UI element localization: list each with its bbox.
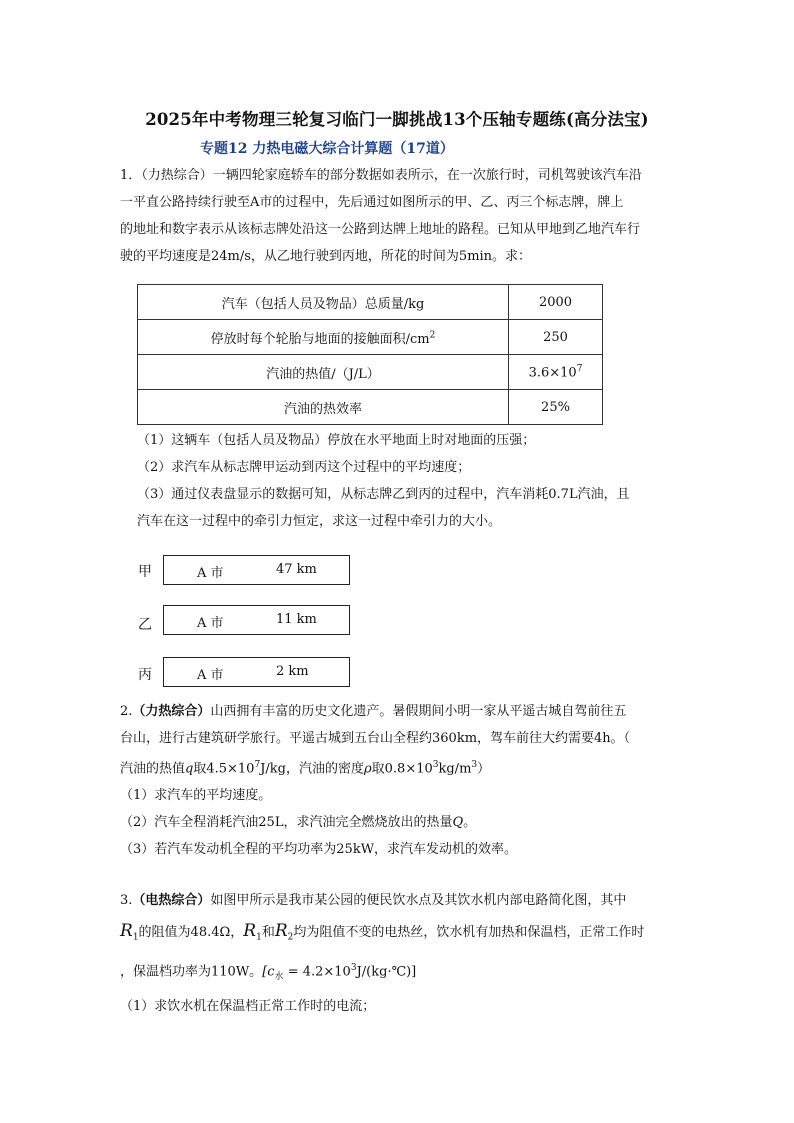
text: 和 xyxy=(261,925,275,940)
subquestion-3-cont: 汽车在这一过程中的牵引力恒定，求这一过程中牵引力的大小。 xyxy=(137,514,502,529)
sign-city: A 市 xyxy=(197,566,224,581)
question-2-line: 台山，进行古建筑研学旅行。平遥古城到五台山全程约360km，驾车前往大约需要4h。（ xyxy=(120,731,631,746)
table-cell-label: 汽车（包括人员及物品）总质量/kg xyxy=(138,285,509,320)
text: （2）汽车全程消耗汽油25L，求汽油完全燃烧放出的热量 xyxy=(120,815,453,831)
text: 。 xyxy=(463,815,477,831)
question-3 xyxy=(120,886,680,1022)
table-label-text: 停放时每个轮胎与地面的接触面积/cm xyxy=(210,331,430,347)
superscript: 3 xyxy=(432,760,439,770)
subscript: 水 xyxy=(274,971,284,982)
table-row xyxy=(138,355,603,390)
question-1-line: 的地址和数字表示从该标志牌处沿这一公路到达牌上地址的路程。已知从甲地到乙地汽车行 xyxy=(120,222,641,237)
question-number: 2. xyxy=(120,704,133,719)
table-row xyxy=(138,320,603,355)
superscript: 7 xyxy=(254,760,261,770)
symbol-R: R xyxy=(274,921,288,941)
subscript: 1 xyxy=(256,932,262,943)
road-sign-bing xyxy=(163,657,350,687)
text: kg/m xyxy=(438,761,472,777)
sign-distance: 2 km xyxy=(276,664,309,679)
text: 取4.5×10 xyxy=(193,761,255,777)
subquestion-2: （2）求汽车从标志牌甲运动到丙这个过程中的平均速度； xyxy=(137,460,471,475)
road-sign-jia xyxy=(163,555,350,585)
question-1-line: 1．（力热综合）一辆四轮家庭轿车的部分数据如表所示，在一次旅行时，司机驾驶该汽车沿 xyxy=(120,168,642,183)
table-value-text: 3.6×10 xyxy=(528,365,577,381)
superscript: 3 xyxy=(471,760,478,770)
symbol-R: R xyxy=(243,921,257,941)
table-cell-value: 25% xyxy=(509,390,603,425)
sign-label-jia: 甲 xyxy=(138,564,152,580)
sign-city: A 市 xyxy=(197,616,224,631)
table-cell-value: 2000 xyxy=(509,285,603,320)
table-row xyxy=(138,285,603,320)
text: J/kg，汽油的密度 xyxy=(260,761,364,777)
subquestion-1: （1）这辆车（包括人员及物品）停放在水平地面上时对地面的压强； xyxy=(137,433,536,448)
superscript: 2 xyxy=(429,330,436,341)
table-cell-label: 汽油的热值/（J/L） xyxy=(138,355,509,390)
superscript: 3 xyxy=(350,962,357,973)
question-2-sub1: （1）求汽车的平均速度。 xyxy=(120,788,272,804)
table-cell-value: 250 xyxy=(509,320,603,355)
text: 汽油的热值 xyxy=(120,761,186,777)
question-3-sub1: （1）求饮水机在保温档正常工作时的电流； xyxy=(120,998,376,1014)
text: 取0.8×10 xyxy=(371,761,433,777)
question-2-line xyxy=(120,752,680,782)
sign-label-yi: 乙 xyxy=(138,617,152,633)
question-tag: （电热综合） xyxy=(132,893,211,908)
question-1-stem xyxy=(120,162,680,270)
symbol-R: R xyxy=(120,921,133,941)
symbol-rho: ρ xyxy=(363,761,372,777)
sign-distance: 11 km xyxy=(276,612,317,627)
symbol-q: q xyxy=(185,761,194,777)
text: ） xyxy=(477,761,491,777)
sign-distance: 47 km xyxy=(276,562,317,577)
sign-label-bing: 丙 xyxy=(138,667,152,683)
table-cell-value xyxy=(509,355,603,390)
text: = 4.2×10 xyxy=(283,963,351,979)
question-text: 如图甲所示是我市某公园的便民饮水点及其饮水机内部电路简化图，其中 xyxy=(210,893,627,908)
question-2-line xyxy=(120,698,680,725)
subscript: 1 xyxy=(132,932,139,943)
question-number: 3. xyxy=(120,893,133,908)
sign-city: A 市 xyxy=(197,668,224,683)
topic-subtitle: 专题12 力热电磁大综合计算题（17道） xyxy=(200,141,454,157)
question-3-line xyxy=(120,886,680,916)
text: 均为阻值不变的电热丝，饮水机有加热和保温档，正常工作时 xyxy=(293,925,645,940)
question-2 xyxy=(120,698,680,863)
subquestion-3: （3）通过仪表盘显示的数据可知，从标志牌乙到丙的过程中，汽车消耗0.7L汽油，且 xyxy=(137,487,630,502)
formula-c: [c xyxy=(262,963,275,979)
document-title: 2025年中考物理三轮复习临门一脚挑战13个压轴专题练(高分法宝) xyxy=(145,110,649,129)
subscript: 2 xyxy=(287,932,294,943)
text: ，保温档功率为110W。 xyxy=(120,963,263,979)
question-2-sub2 xyxy=(120,809,680,836)
question-3-line xyxy=(120,953,680,992)
table-row xyxy=(138,390,603,425)
table-cell-label: 汽油的热效率 xyxy=(138,390,509,425)
question-1-line: 一平直公路持续行驶至A市的过程中，先后通过如图所示的甲、乙、丙三个标志牌，牌上 xyxy=(120,195,624,210)
table-cell-label xyxy=(138,320,509,355)
question-1-subquestions xyxy=(137,427,682,535)
symbol-Q: Q xyxy=(452,815,464,831)
question-1-line: 驶的平均速度是24m/s，从乙地行驶到丙地，所花的时间为5min。求： xyxy=(120,249,532,264)
question-text: 山西拥有丰富的历史文化遗产。暑假期间小明一家从平遥古城自驾前往五 xyxy=(210,704,627,719)
road-sign-yi xyxy=(163,605,350,635)
text: J/(kg·℃)] xyxy=(356,963,417,979)
question-tag: （力热综合） xyxy=(132,704,211,719)
text: 的阻值为48.4Ω， xyxy=(138,925,244,940)
question-3-line xyxy=(120,916,680,953)
superscript: 7 xyxy=(576,363,583,374)
question-2-sub3: （3）若汽车发动机全程的平均功率为25kW，求汽车发动机的效率。 xyxy=(120,842,518,858)
vehicle-data-table xyxy=(137,284,603,425)
